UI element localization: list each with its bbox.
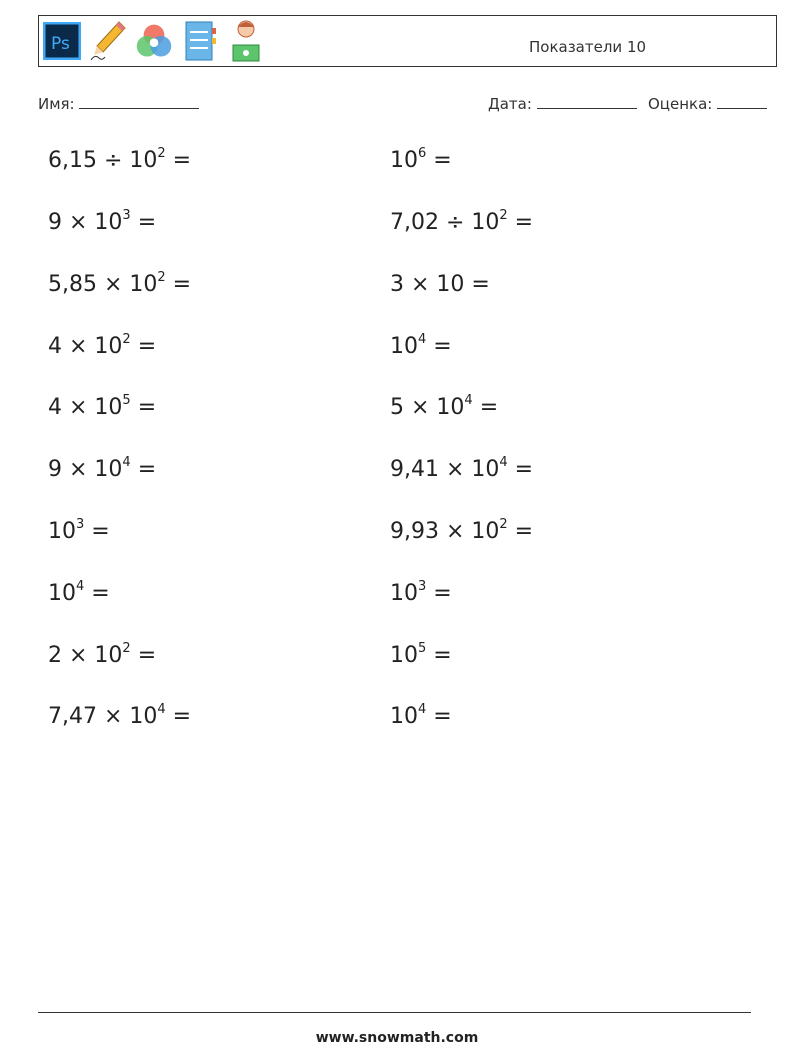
problem-equals: = <box>165 272 192 297</box>
problem-equals: = <box>472 395 499 420</box>
problem-equals: = <box>130 210 157 235</box>
problem-equals: = <box>507 210 534 235</box>
problem-left-5 <box>48 395 156 420</box>
grade-label: Оценка: <box>648 95 713 113</box>
problem-base: 7,47 × 10 <box>48 704 158 729</box>
problem-equals: = <box>507 519 534 544</box>
footer-divider <box>38 1012 751 1013</box>
problem-base: 6,15 ÷ 10 <box>48 148 158 173</box>
problem-equals: = <box>130 457 157 482</box>
problem-base: 10 <box>390 334 418 359</box>
student-icon <box>227 19 265 63</box>
problem-exponent: 4 <box>418 332 427 347</box>
problem-right-3 <box>390 272 490 297</box>
date-label: Дата: <box>488 95 532 113</box>
problem-exponent: 6 <box>418 146 427 161</box>
problem-left-4 <box>48 334 156 359</box>
problem-right-6 <box>390 457 533 482</box>
problem-right-9 <box>390 643 452 668</box>
problem-equals: = <box>426 643 452 668</box>
name-blank-line[interactable] <box>79 94 199 109</box>
problem-left-9 <box>48 643 156 668</box>
problem-left-1 <box>48 148 191 173</box>
problem-equals: = <box>426 334 452 359</box>
problem-equals: = <box>130 395 157 420</box>
grade-field <box>648 94 767 113</box>
date-blank-line[interactable] <box>537 94 637 109</box>
problem-base: 9,93 × 10 <box>390 519 500 544</box>
problem-left-7 <box>48 519 110 544</box>
problem-right-1 <box>390 148 452 173</box>
color-wheel-icon <box>135 19 173 63</box>
problem-right-7 <box>390 519 533 544</box>
header-icons <box>43 19 265 63</box>
problem-base: 5,85 × 10 <box>48 272 158 297</box>
problem-left-6 <box>48 457 156 482</box>
footer-url[interactable]: www.snowmath.com <box>315 1030 479 1046</box>
problem-left-8 <box>48 581 110 606</box>
problem-base: 9,41 × 10 <box>390 457 500 482</box>
pencil-icon <box>89 19 127 63</box>
problem-exponent: 2 <box>122 332 131 347</box>
problem-base: 7,02 ÷ 10 <box>390 210 500 235</box>
problem-exponent: 5 <box>122 393 131 408</box>
problem-equals: = <box>165 148 192 173</box>
problem-exponent: 2 <box>499 517 508 532</box>
problem-base: 10 <box>390 704 418 729</box>
notebook-icon <box>181 19 219 63</box>
problem-exponent: 2 <box>499 208 508 223</box>
problem-base: 10 <box>48 581 76 606</box>
photoshop-icon <box>43 19 81 63</box>
problem-right-2 <box>390 210 533 235</box>
problem-equals: = <box>426 704 452 729</box>
problem-exponent: 3 <box>418 579 427 594</box>
problem-left-2 <box>48 210 156 235</box>
problem-exponent: 2 <box>157 270 166 285</box>
problem-exponent: 4 <box>157 702 166 717</box>
worksheet-title: Показатели 10 <box>529 38 647 56</box>
problem-equals: = <box>130 643 157 668</box>
problem-left-3 <box>48 272 191 297</box>
problem-equals: = <box>84 519 110 544</box>
name-label: Имя: <box>38 95 75 113</box>
problem-exponent: 4 <box>499 455 508 470</box>
problem-base: 2 × 10 <box>48 643 123 668</box>
worksheet-header <box>38 15 777 67</box>
problem-exponent: 3 <box>122 208 131 223</box>
problem-equals: = <box>130 334 157 359</box>
problem-base: 3 × 10 = <box>390 272 490 297</box>
problem-exponent: 4 <box>122 455 131 470</box>
problem-exponent: 4 <box>418 702 427 717</box>
problem-left-10 <box>48 704 191 729</box>
svg-text:Ps: Ps <box>51 34 70 54</box>
problem-right-10 <box>390 704 452 729</box>
problem-right-8 <box>390 581 452 606</box>
problem-base: 4 × 10 <box>48 334 123 359</box>
problem-exponent: 2 <box>122 641 131 656</box>
grade-blank-line[interactable] <box>717 94 767 109</box>
problem-exponent: 4 <box>464 393 473 408</box>
problem-base: 10 <box>390 581 418 606</box>
problem-exponent: 3 <box>76 517 85 532</box>
problem-equals: = <box>426 148 452 173</box>
date-field <box>488 94 637 113</box>
problem-base: 10 <box>390 148 418 173</box>
problem-base: 10 <box>48 519 76 544</box>
problem-base: 5 × 10 <box>390 395 465 420</box>
problem-right-4 <box>390 334 452 359</box>
problem-equals: = <box>84 581 110 606</box>
problem-exponent: 2 <box>157 146 166 161</box>
problem-exponent: 5 <box>418 641 427 656</box>
problem-equals: = <box>426 581 452 606</box>
problem-base: 4 × 10 <box>48 395 123 420</box>
problem-exponent: 4 <box>76 579 85 594</box>
problem-base: 9 × 10 <box>48 210 123 235</box>
problem-base: 9 × 10 <box>48 457 123 482</box>
name-field <box>38 94 199 113</box>
problem-equals: = <box>507 457 534 482</box>
problem-equals: = <box>165 704 192 729</box>
problem-right-5 <box>390 395 498 420</box>
problem-base: 10 <box>390 643 418 668</box>
